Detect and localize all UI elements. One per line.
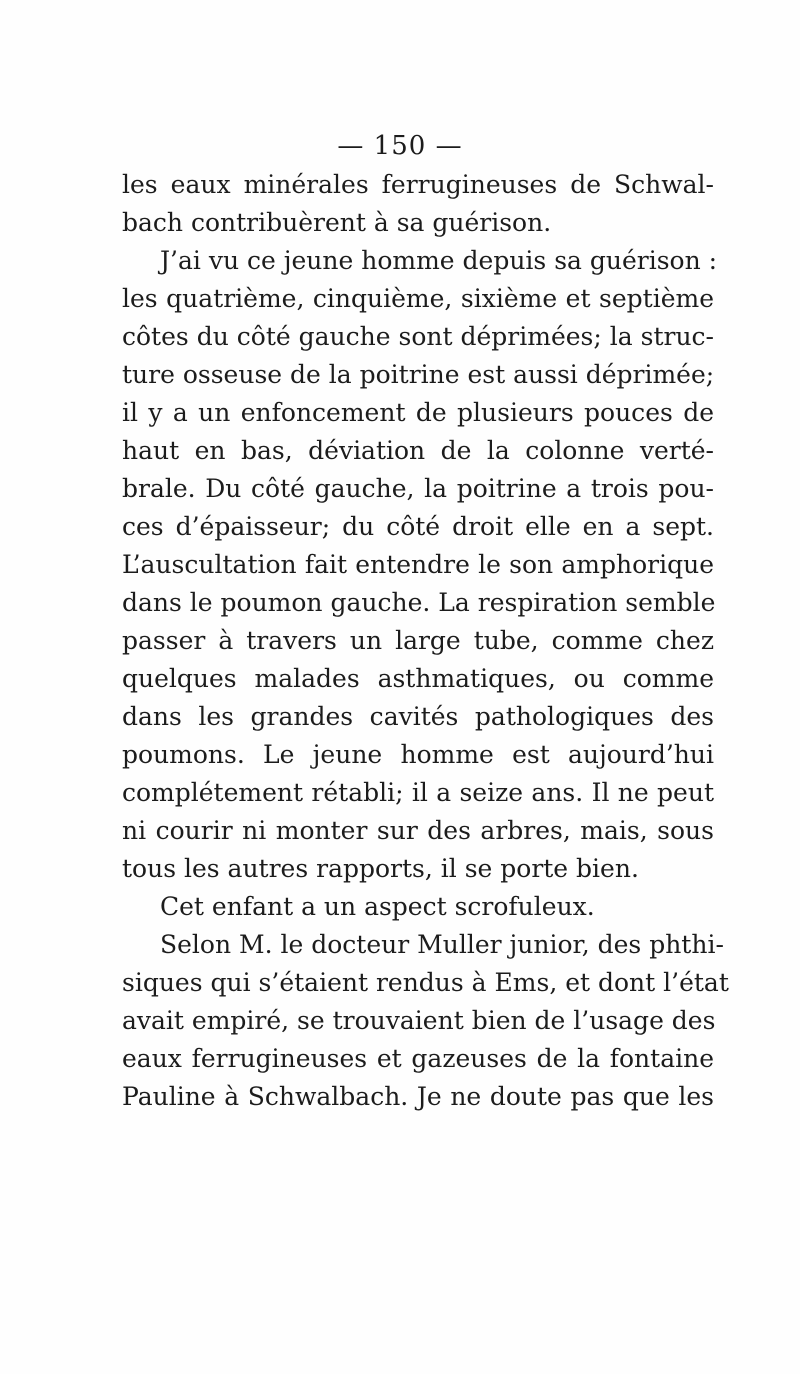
text-line: avait empiré, se trouvaient bien de l’usage des [122,1006,716,1035]
text-line: bach contribuèrent à sa guérison. [122,208,552,237]
text-line: côtes du côté gauche sont déprimées; la struc- [122,322,714,351]
text-line: dans les grandes cavités pathologiques des [122,702,714,731]
text-line: il y a un enfoncement de plusieurs pouces de [122,398,714,427]
text-line: passer à travers un large tube, comme chez [122,626,714,655]
text-line: siques qui s’étaient rendus à Ems, et dont l’état [122,968,729,997]
text-line: les eaux minérales ferrugineuses de Schwal- [122,170,714,199]
text-line: les quatrième, cinquième, sixième et septième [122,284,714,313]
text-line: eaux ferrugineuses et gazeuses de la fontaine [122,1044,714,1073]
text-line: tous les autres rapports, il se porte bien. [122,854,639,883]
text-line: L’auscultation fait entendre le son amphorique [122,550,714,579]
text-line: ni courir ni monter sur des arbres, mais, sous [122,816,714,845]
text-line: Cet enfant a un aspect scrofuleux. [160,892,595,921]
text-line: Selon M. le docteur Muller junior, des phthi- [160,930,724,959]
text-line: Pauline à Schwalbach. Je ne doute pas que les [122,1082,714,1111]
text-line: quelques malades asthmatiques, ou comme [122,664,714,693]
text-line: haut en bas, déviation de la colonne verté- [122,436,714,465]
text-line: dans le poumon gauche. La respiration semble [122,588,716,617]
text-line: brale. Du côté gauche, la poitrine a trois pou- [122,474,714,503]
text-line: complétement rétabli; il a seize ans. Il ne peut [122,778,714,807]
page-number: — 150 — [337,131,463,161]
body-text [122,166,729,1116]
text-line: ture osseuse de la poitrine est aussi déprimée; [122,360,715,389]
text-line: J’ai vu ce jeune homme depuis sa guérison : [160,246,718,275]
text-line: ces d’épaisseur; du côté droit elle en a sept. [122,512,714,541]
text-line: poumons. Le jeune homme est aujourd’hui [122,740,714,769]
